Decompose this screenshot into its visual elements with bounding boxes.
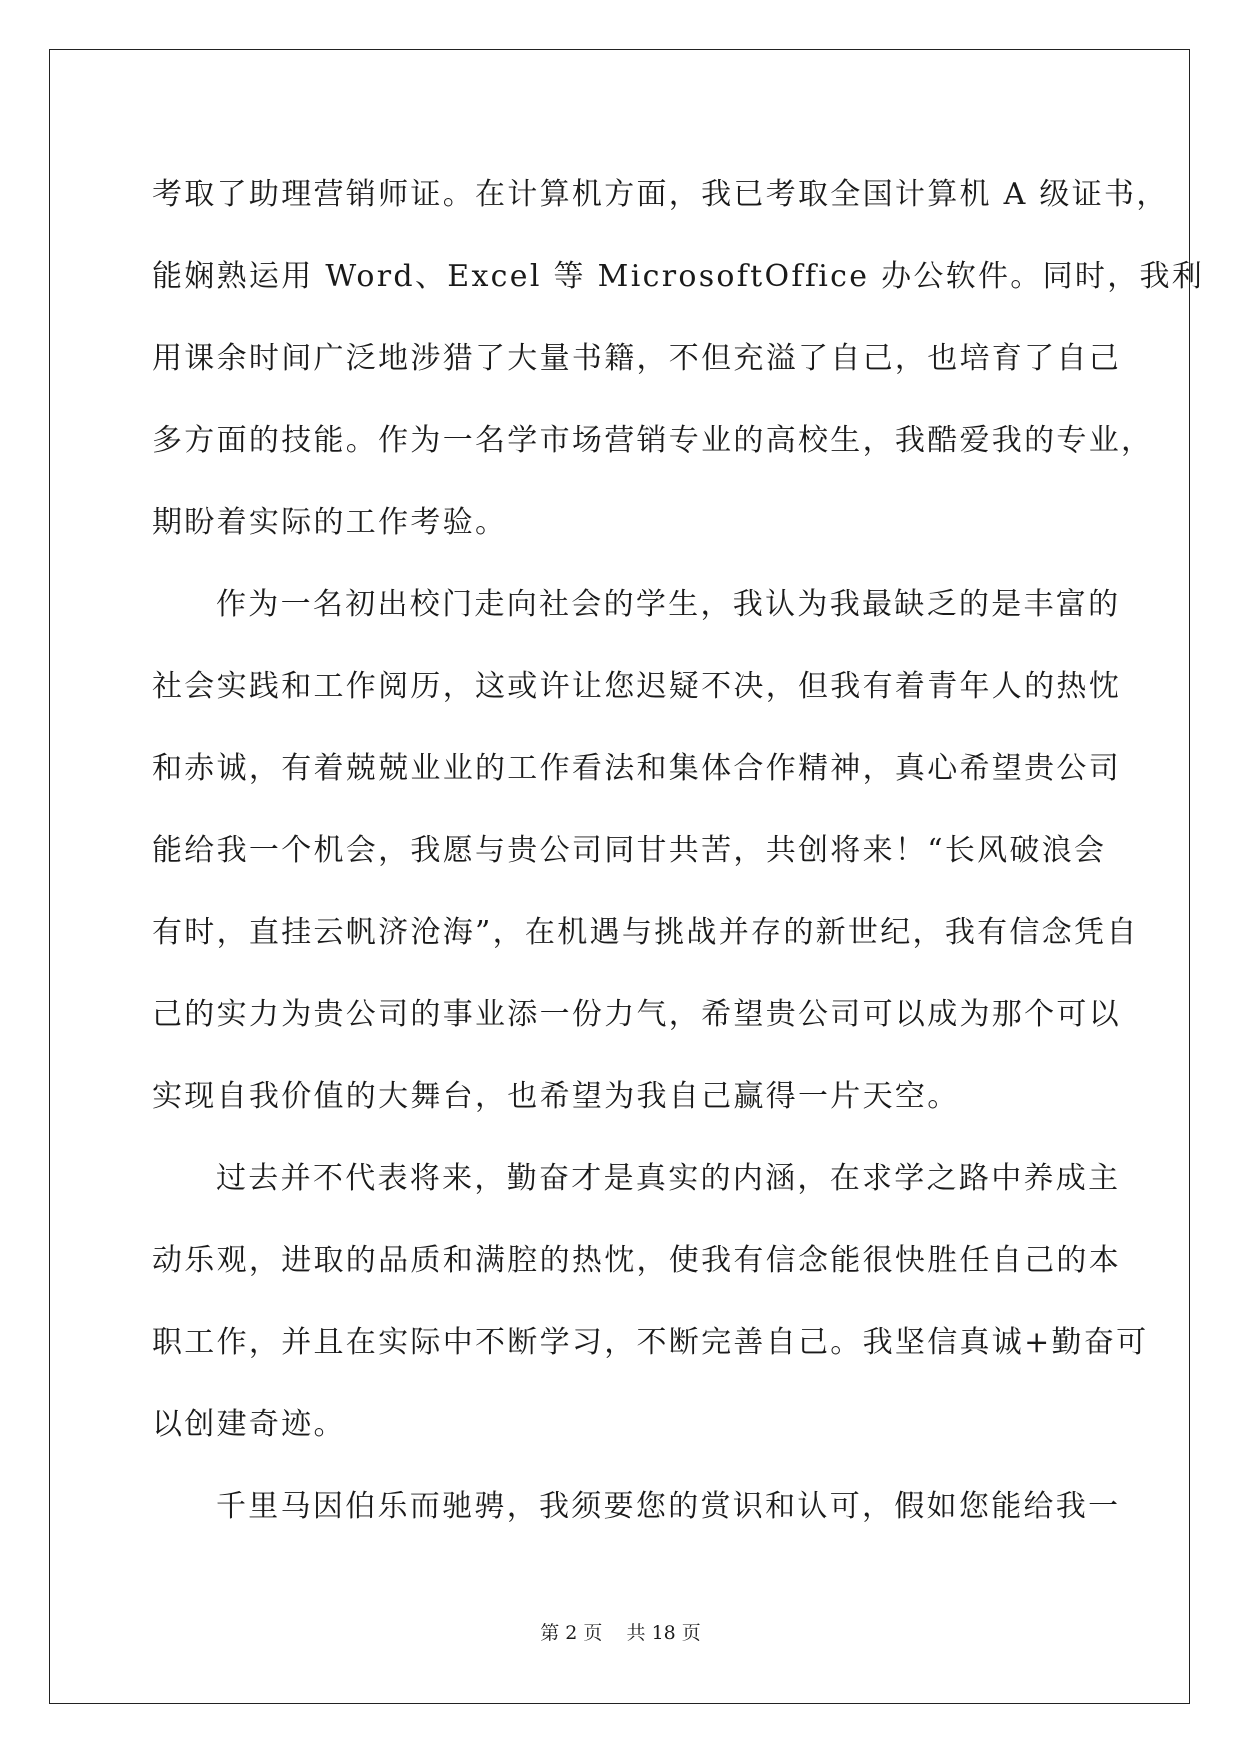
page-footer [0,1618,1241,1645]
text-line: 和赤诚，有着兢兢业业的工作看法和集体合作精神，真心希望贵公司 [152,751,1121,786]
text-line: 多方面的技能。作为一名学市场营销专业的高校生，我酷爱我的专业， [152,423,1154,458]
page-total: 共 18 页 [626,1622,701,1644]
text-line: 过去并不代表将来，勤奋才是真实的内涵，在求学之路中养成主 [216,1161,1121,1196]
text-line: 社会实践和工作阅历，这或许让您迟疑不决，但我有着青年人的热忱 [152,669,1121,704]
paragraph-2 [152,564,1139,1138]
text-line: 千里马因伯乐而驰骋，我须要您的赏识和认可，假如您能给我一 [216,1489,1121,1524]
text-line: 能娴熟运用 Word、Excel 等 MicrosoftOffice 办公软件。同时，我利 [152,259,1205,294]
text-line: 有时，直挂云帆济沧海”，在机遇与挑战并存的新世纪，我有信念凭自 [152,915,1139,950]
page-number: 第 2 页 [540,1622,603,1644]
paragraph-3 [152,1138,1149,1466]
text-line: 实现自我价值的大舞台，也希望为我自己赢得一片天空。 [152,1079,960,1114]
text-line: 动乐观，进取的品质和满腔的热忱，使我有信念能很快胜任自己的本 [152,1243,1121,1278]
paragraph-1 [152,154,1205,564]
document-body [152,154,1205,1548]
text-line: 作为一名初出校门走向社会的学生，我认为我最缺乏的是丰富的 [216,587,1121,622]
text-line: 职工作，并且在实际中不断学习，不断完善自己。我坚信真诚+勤奋可 [152,1325,1149,1360]
text-line: 己的实力为贵公司的事业添一份力气，希望贵公司可以成为那个可以 [152,997,1121,1032]
text-line: 以创建奇迹。 [152,1407,346,1442]
text-line: 考取了助理营销师证。在计算机方面，我已考取全国计算机 A 级证书， [152,177,1169,212]
text-line: 期盼着实际的工作考验。 [152,505,508,540]
paragraph-4 [152,1466,1121,1548]
text-line: 用课余时间广泛地涉猎了大量书籍，不但充溢了自己，也培育了自己 [152,341,1121,376]
text-line: 能给我一个机会，我愿与贵公司同甘共苦，共创将来！“长风破浪会 [152,833,1107,868]
